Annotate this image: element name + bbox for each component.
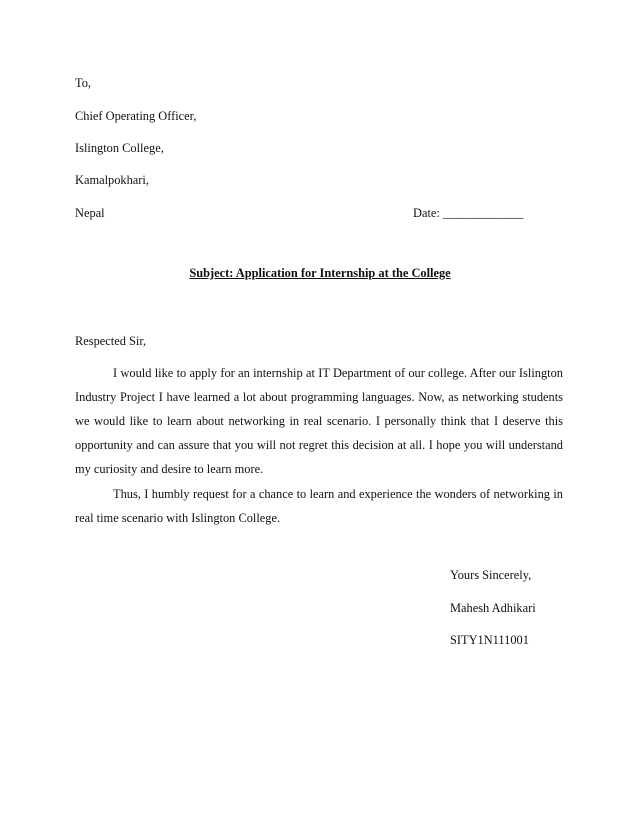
recipient-organization: Islington College, xyxy=(75,141,164,155)
recipient-street: Kamalpokhari, xyxy=(75,173,149,187)
body-paragraph-2: Thus, I humbly request for a chance to learn and experience the wonders of networking in real time scenario with Islington College. xyxy=(75,487,563,525)
recipient-country: Nepal xyxy=(75,206,105,220)
recipient-title: Chief Operating Officer, xyxy=(75,109,197,123)
sender-id: SITY1N111001 xyxy=(450,633,529,647)
valediction: Yours Sincerely, xyxy=(450,568,532,582)
date-field: Date: _____________ xyxy=(413,206,524,220)
body-paragraph-1: I would like to apply for an internship at IT Department of our college. After our Islington Industry Project I have learned a lot about programming languages. Now, as networking students we would like to learn about networking in real scenario. I personally think that I deserve this opportunity and can assure that you will not regret this decision at all. I hope you will understand my curiosity and desire to learn more. xyxy=(75,366,563,476)
subject-line: Subject: Application for Internship at the College xyxy=(189,266,451,280)
sender-name: Mahesh Adhikari xyxy=(450,601,536,615)
salutation: Respected Sir, xyxy=(75,334,147,348)
recipient-to: To, xyxy=(75,76,91,90)
